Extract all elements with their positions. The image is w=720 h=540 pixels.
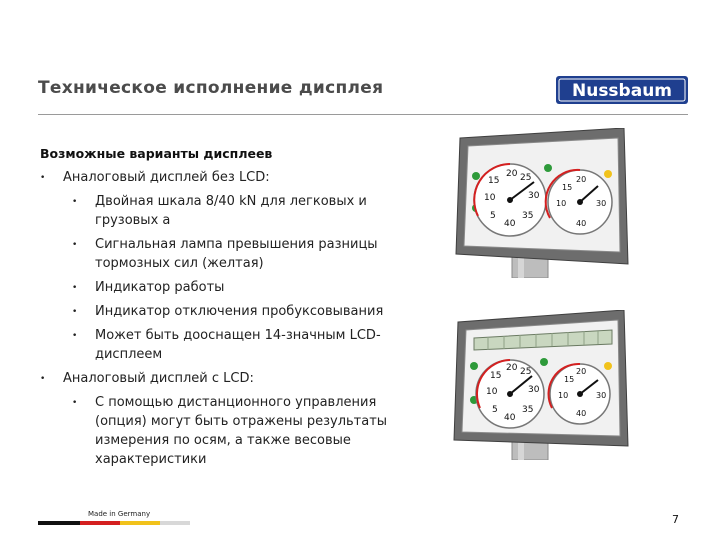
bullet-icon: • — [40, 173, 46, 183]
list-subitem — [40, 302, 420, 321]
list-item-text: Аналоговый дисплей без LCD: — [63, 170, 270, 185]
list-item-text: Аналоговый дисплей с LCD: — [63, 371, 254, 386]
svg-text:15: 15 — [564, 375, 575, 384]
svg-text:20: 20 — [506, 363, 518, 373]
bullet-icon: • — [72, 283, 78, 293]
german-flag-bar — [38, 521, 190, 525]
svg-text:20: 20 — [576, 367, 587, 376]
bullet-icon: • — [72, 398, 78, 408]
analog-display-photo — [448, 128, 632, 278]
list-subitem — [40, 192, 420, 230]
svg-text:35: 35 — [522, 211, 534, 221]
analog-lcd-display-photo — [448, 310, 632, 460]
svg-text:40: 40 — [504, 413, 516, 423]
bullet-icon: • — [40, 374, 46, 384]
list-item — [40, 369, 420, 388]
section-subheading: Возможные варианты дисплеев — [40, 146, 273, 161]
flag-gray-stripe — [160, 521, 190, 525]
svg-text:5: 5 — [490, 211, 496, 221]
svg-text:30: 30 — [528, 385, 540, 395]
list-item — [40, 168, 420, 187]
list-subitem-text: Индикатор работы — [95, 280, 225, 295]
bullet-icon: • — [72, 197, 78, 207]
bullet-icon: • — [72, 240, 78, 250]
list-subitem-text: Двойная шкала 8/40 kN для легковых и грузовых а — [95, 194, 367, 228]
list-subitem — [40, 326, 420, 364]
svg-text:25: 25 — [520, 173, 532, 183]
list-subitem — [40, 393, 420, 469]
svg-text:5: 5 — [492, 405, 498, 415]
made-in-germany-label: Made in Germany — [88, 510, 151, 518]
svg-text:15: 15 — [488, 176, 500, 186]
svg-text:10: 10 — [486, 387, 498, 397]
list-subitem-text: Может быть дооснащен 14-значным LCD-дисплеем — [95, 328, 381, 362]
svg-text:30: 30 — [596, 199, 607, 208]
svg-text:40: 40 — [576, 409, 587, 418]
list-subitem-text: Сигнальная лампа превышения разницы тормозных сил (желтая) — [95, 237, 378, 271]
list-subitem — [40, 278, 420, 297]
list-subitem-text: С помощью дистанционного управления (опция) могут быть отражены результаты измерения по осям, а также весовые характеристики — [95, 395, 388, 467]
list-subitem — [40, 235, 420, 273]
flag-black-stripe — [38, 521, 80, 525]
flag-red-stripe — [80, 521, 120, 525]
svg-text:40: 40 — [576, 219, 587, 228]
svg-text:20: 20 — [506, 169, 518, 179]
svg-text:35: 35 — [522, 405, 534, 415]
nussbaum-logo — [556, 76, 688, 104]
svg-text:Nussbaum: Nussbaum — [571, 81, 673, 101]
title-divider — [38, 114, 688, 115]
svg-text:40: 40 — [504, 219, 516, 229]
bullet-list — [40, 168, 420, 474]
flag-gold-stripe — [120, 521, 160, 525]
svg-text:10: 10 — [484, 193, 496, 203]
list-subitem-text: Индикатор отключения пробуксовывания — [95, 304, 384, 319]
svg-text:20: 20 — [576, 175, 587, 184]
svg-text:10: 10 — [556, 199, 567, 208]
svg-text:15: 15 — [562, 183, 573, 192]
svg-text:30: 30 — [596, 391, 607, 400]
svg-text:25: 25 — [520, 367, 532, 377]
svg-text:10: 10 — [558, 391, 569, 400]
svg-text:30: 30 — [528, 191, 540, 201]
svg-text:15: 15 — [490, 371, 502, 381]
slide-title: Техническое исполнение дисплея — [38, 78, 384, 98]
page-number: 7 — [672, 513, 679, 526]
bullet-icon: • — [72, 331, 78, 341]
bullet-icon: • — [72, 307, 78, 317]
